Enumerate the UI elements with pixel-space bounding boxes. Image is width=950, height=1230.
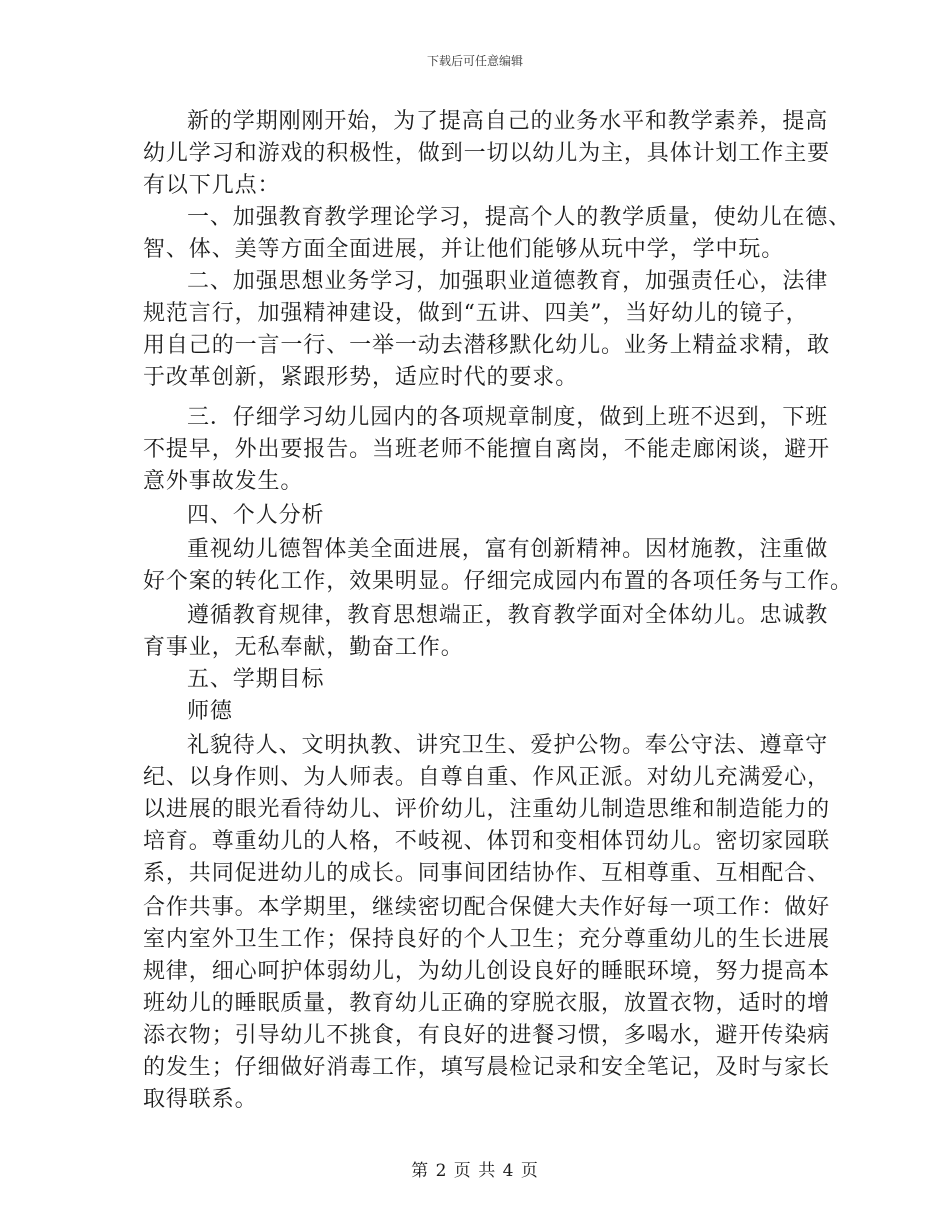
- body-line: 规范言行，加强精神建设，做到“五讲、四美”，当好幼儿的镜子，: [143, 301, 809, 326]
- body-line: 添衣物；引导幼儿不挑食，有良好的进餐习惯，多喝水，避开传染病: [143, 1023, 831, 1048]
- body-line: 不提早，外出要报告。当班老师不能擅自离岗，不能走廊闲谈，避开: [143, 437, 831, 462]
- body-line: 一、加强教育教学理论学习，提高个人的教学质量，使幼儿在德、: [187, 205, 852, 230]
- section-heading: 五、学期目标: [187, 667, 325, 692]
- body-line: 有以下几点：: [143, 173, 281, 198]
- body-line: 室内室外卫生工作；保持良好的个人卫生；充分尊重幼儿的生长进展: [143, 927, 831, 952]
- body-line: 取得联系。: [143, 1087, 258, 1112]
- page-footer: 第 2 页 共 4 页: [411, 1161, 539, 1181]
- body-line: 重视幼儿德智体美全面进展，富有创新精神。因材施教，注重做: [187, 537, 829, 562]
- body-line: 智、体、美等方面全面进展，并让他们能够从玩中学，学中玩。: [143, 237, 785, 262]
- body-line: 用自己的一言一行、一举一动去潜移默化幼儿。业务上精益求精，敢: [143, 333, 831, 358]
- body-line: 意外事故发生。: [143, 469, 304, 494]
- body-line: 育事业，无私奉献，勤奋工作。: [143, 635, 464, 660]
- page-header: 下载后可任意编辑: [426, 54, 523, 68]
- body-line: 合作共事。本学期里，继续密切配合保健大夫作好每一项工作：做好: [143, 895, 831, 920]
- body-line: 新的学期刚刚开始，为了提高自己的业务水平和教学素养，提高: [187, 109, 829, 134]
- body-line: 纪、以身作则、为人师表。自尊自重、作风正派。对幼儿充满爱心，: [143, 765, 831, 790]
- body-line: 系，共同促进幼儿的成长。同事间团结协作、互相尊重、互相配合、: [143, 861, 831, 886]
- body-line: 三．仔细学习幼儿园内的各项规章制度，做到上班不迟到，下班: [187, 405, 829, 430]
- body-line: 好个案的转化工作，效果明显。仔细完成园内布置的各项任务与工作。: [143, 569, 853, 594]
- body-line: 幼儿学习和游戏的积极性，做到一切以幼儿为主，具体计划工作主要: [143, 141, 831, 166]
- body-line: 班幼儿的睡眠质量，教育幼儿正确的穿脱衣服，放置衣物，适时的增: [143, 991, 831, 1016]
- body-line: 培育。尊重幼儿的人格，不岐视、体罚和变相体罚幼儿。密切家园联: [143, 829, 831, 854]
- body-line: 礼貌待人、文明执教、讲究卫生、爱护公物。奉公守法、遵章守: [187, 733, 829, 758]
- body-line: 二、加强思想业务学习，加强职业道德教育，加强责任心，法律: [187, 269, 829, 294]
- body-line: 的发生；仔细做好消毒工作，填写晨检记录和安全笔记，及时与家长: [143, 1055, 831, 1080]
- body-line: 以进展的眼光看待幼儿、评价幼儿，注重幼儿制造思维和制造能力的: [143, 797, 831, 822]
- body-line: 规律，细心呵护体弱幼儿，为幼儿创设良好的睡眠环境，努力提高本: [143, 959, 831, 984]
- section-heading: 四、个人分析: [187, 503, 325, 528]
- sub-heading: 师德: [187, 699, 233, 724]
- body-line: 于改革创新，紧跟形势，适应时代的要求。: [143, 365, 579, 390]
- body-line: 遵循教育规律，教育思想端正，教育教学面对全体幼儿。忠诚教: [187, 603, 829, 628]
